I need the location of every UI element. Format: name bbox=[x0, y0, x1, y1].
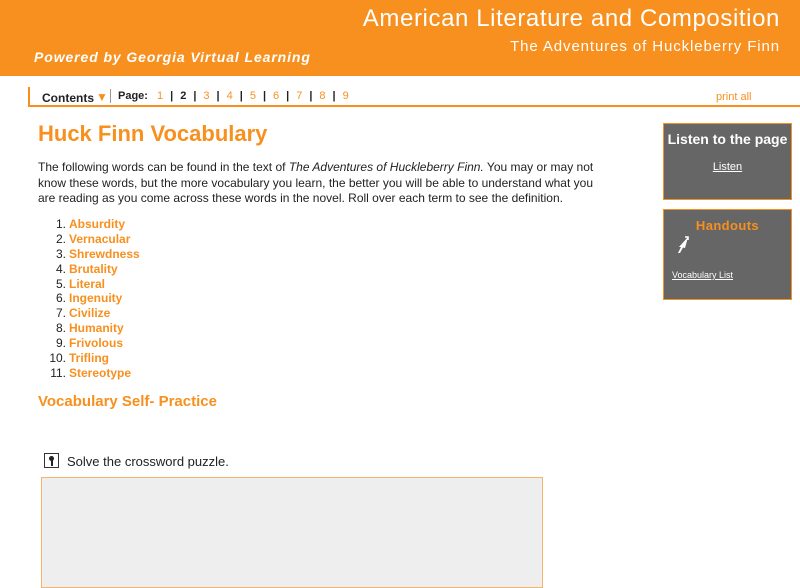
nav-bottom-border bbox=[28, 105, 800, 107]
nav-divider bbox=[110, 89, 111, 103]
site-header bbox=[0, 0, 800, 76]
chevron-down-icon[interactable]: ▼ bbox=[96, 90, 108, 104]
vocabulary-term[interactable]: Stereotype bbox=[69, 365, 132, 380]
listen-panel bbox=[663, 123, 792, 200]
list-item bbox=[38, 291, 238, 306]
vocabulary-term[interactable]: Ingenuity bbox=[69, 291, 123, 306]
page-link-3[interactable]: 3 bbox=[203, 90, 210, 102]
list-item-number: 11. bbox=[50, 365, 66, 380]
course-title: American Literature and Composition bbox=[362, 5, 780, 32]
intro-book-title: The Adventures of Huckleberry Finn. bbox=[288, 160, 484, 174]
powered-by-text: Powered by Georgia Virtual Learning bbox=[34, 49, 311, 65]
list-item bbox=[38, 247, 238, 262]
list-item bbox=[38, 336, 238, 351]
nav-left-border bbox=[28, 87, 30, 107]
vocabulary-list bbox=[38, 217, 238, 381]
cursor-arrow-icon bbox=[676, 236, 690, 254]
list-item-number: 2. bbox=[55, 231, 66, 246]
page-link-8[interactable]: 8 bbox=[319, 90, 326, 102]
keyhole-icon bbox=[44, 453, 59, 468]
list-item bbox=[38, 232, 238, 247]
handouts-panel-title: Handouts bbox=[695, 218, 760, 233]
vocabulary-term[interactable]: Humanity bbox=[69, 321, 124, 336]
list-item-number: 6. bbox=[55, 291, 66, 306]
list-item-number: 10. bbox=[49, 351, 66, 366]
crossword-puzzle-area[interactable] bbox=[41, 477, 543, 588]
listen-panel-title: Listen to the page bbox=[667, 131, 788, 147]
vocabulary-term[interactable]: Trifling bbox=[69, 351, 109, 366]
page-separator: | bbox=[286, 90, 290, 102]
header-divider bbox=[0, 76, 800, 78]
page-separator: | bbox=[216, 90, 220, 102]
page-link-7[interactable]: 7 bbox=[296, 90, 303, 102]
page-link-2: 2 bbox=[180, 90, 187, 102]
handouts-panel bbox=[663, 209, 792, 300]
list-item bbox=[38, 262, 238, 277]
intro-paragraph bbox=[38, 160, 608, 207]
book-title: The Adventures of Huckleberry Finn bbox=[510, 38, 780, 55]
vocabulary-list-link[interactable]: Vocabulary List bbox=[672, 270, 734, 280]
page-links bbox=[157, 90, 349, 102]
page-separator: | bbox=[309, 90, 313, 102]
list-item bbox=[38, 277, 238, 292]
list-item-number: 4. bbox=[55, 261, 66, 276]
print-all-link[interactable]: print all bbox=[716, 91, 752, 103]
page-link-5[interactable]: 5 bbox=[249, 90, 256, 102]
list-item-number: 8. bbox=[55, 321, 66, 336]
intro-text-part1: The following words can be found in the text of bbox=[38, 160, 289, 174]
page-separator: | bbox=[239, 90, 243, 102]
page-separator: | bbox=[262, 90, 267, 102]
page-separator: | bbox=[170, 90, 174, 102]
list-item bbox=[38, 351, 238, 366]
list-item bbox=[38, 321, 238, 336]
listen-link[interactable]: Listen bbox=[712, 161, 743, 173]
vocabulary-term[interactable]: Frivolous bbox=[69, 336, 124, 351]
vocabulary-term[interactable]: Civilize bbox=[69, 306, 111, 321]
vocabulary-term[interactable]: Shrewdness bbox=[69, 246, 140, 261]
page-navigation bbox=[0, 87, 800, 107]
page-separator: | bbox=[193, 90, 197, 102]
vocabulary-term[interactable]: Vernacular bbox=[69, 231, 131, 246]
list-item-number: 3. bbox=[55, 246, 66, 261]
page-link-4[interactable]: 4 bbox=[226, 90, 233, 102]
list-item bbox=[38, 366, 238, 381]
list-item bbox=[38, 306, 238, 321]
practice-section-title: Vocabulary Self- Practice bbox=[38, 393, 217, 410]
page-link-1[interactable]: 1 bbox=[157, 90, 164, 102]
list-item-number: 9. bbox=[55, 336, 66, 351]
intro-text-part2: You may or may not know these words, but the more vocabulary you learn, the better you will be able to understand what you are reading as you come across these words in the novel. Roll over each term to see the definition. bbox=[38, 160, 594, 205]
task-instruction: Solve the crossword puzzle. bbox=[67, 454, 229, 469]
vocabulary-term[interactable]: Brutality bbox=[69, 261, 118, 276]
page-link-9[interactable]: 9 bbox=[342, 90, 349, 102]
vocabulary-term[interactable]: Absurdity bbox=[69, 217, 126, 231]
page-link-6[interactable]: 6 bbox=[273, 90, 280, 102]
page-separator: | bbox=[332, 90, 336, 102]
vocabulary-term[interactable]: Literal bbox=[69, 276, 106, 291]
list-item bbox=[38, 217, 238, 232]
list-item-number: 7. bbox=[55, 306, 66, 321]
contents-menu-label[interactable]: Contents bbox=[42, 91, 94, 105]
list-item-number: 5. bbox=[55, 276, 66, 291]
list-item-number: 1. bbox=[55, 217, 66, 231]
page-title: Huck Finn Vocabulary bbox=[38, 121, 268, 146]
page-label: Page: bbox=[118, 90, 148, 102]
